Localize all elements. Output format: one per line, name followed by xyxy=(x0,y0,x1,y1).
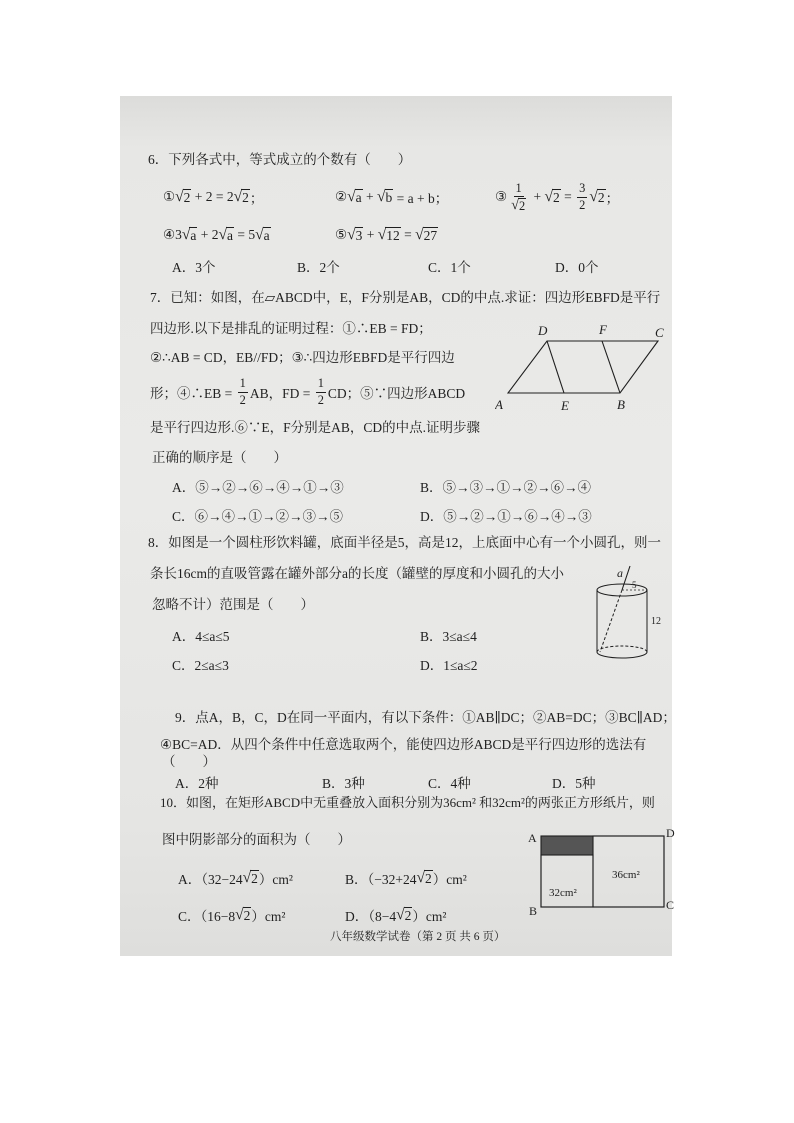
straw-label-a: a xyxy=(617,566,623,580)
radical xyxy=(175,189,191,205)
q7-choice-b: B．⑤→③→①→②→⑥→④ xyxy=(420,480,592,495)
radical-sign: √ xyxy=(218,226,228,244)
radical xyxy=(219,227,235,243)
q6-stem: 6．下列各式中，等式成立的个数有（ ） xyxy=(148,152,412,167)
q7-parallelogram-figure xyxy=(495,318,670,418)
q7-line-2: 四边形.以下是排乱的证明过程：①∴EB = FD； xyxy=(150,321,432,336)
math-term: ③ xyxy=(495,189,508,204)
radicand: a xyxy=(190,228,197,244)
math-term: + xyxy=(362,189,377,204)
radicand: 2 xyxy=(553,190,560,206)
radical-sign: √ xyxy=(347,188,356,206)
q8-line-1: 8．如图是一个圆柱形饮料罐，底面半径是5，高是12，上底面中心有一个小圆孔，则一 xyxy=(148,535,661,550)
fraction-numerator: 1 xyxy=(238,377,248,392)
math-term: ④3 xyxy=(163,227,182,242)
radical-sign: √ xyxy=(377,226,387,244)
radical-sign: √ xyxy=(589,188,598,206)
math-term: ① xyxy=(163,189,176,204)
fraction-denominator: 2 xyxy=(239,392,246,407)
straw-outside xyxy=(622,566,630,590)
q10-choice-a xyxy=(178,866,293,890)
math-term: 形；④∴EB = xyxy=(150,386,236,401)
radicand: 3 xyxy=(355,228,363,244)
q9-line-1: 9．点A，B，C，D在同一平面内，有以下条件：①AB∥DC；②AB=DC；③BC∥AD； xyxy=(175,710,676,725)
q6-choice-c: C．1个 xyxy=(428,260,471,275)
radicand: a xyxy=(263,228,270,244)
math-term: CD；⑤∵四边形ABCD xyxy=(327,386,466,401)
radical-sign: √ xyxy=(416,869,425,887)
vertex-label-e: E xyxy=(561,398,569,413)
radicand: a xyxy=(355,190,362,206)
radical xyxy=(415,227,438,243)
radicand: 2 xyxy=(183,190,191,206)
math-term: AB，FD = xyxy=(249,386,314,401)
radical xyxy=(377,189,393,205)
q6-expression-4 xyxy=(163,223,271,247)
math-term: ⑤ xyxy=(335,227,348,242)
math-term: ； xyxy=(249,191,264,206)
radical-sign: √ xyxy=(175,188,184,206)
fraction xyxy=(577,182,587,211)
q7-line-1: 7．已知：如图，在▱ABCD中，E，F分别是AB，CD的中点.求证：四边形EBFD是平行 xyxy=(150,290,661,305)
corner-label-c: C xyxy=(666,898,675,912)
radical xyxy=(243,870,259,886)
q8-choice-c: C．2≤a≤3 xyxy=(172,658,229,673)
q9-choice-a: A．2种 xyxy=(175,776,219,791)
q6-expression-1 xyxy=(163,185,263,209)
q10-choice-b xyxy=(345,866,467,890)
radical xyxy=(545,189,561,205)
radical-sign: √ xyxy=(242,869,252,887)
q10-choice-d xyxy=(345,903,446,927)
area-label-32: 32cm² xyxy=(549,887,577,899)
q8-choice-b: B．3≤a≤4 xyxy=(420,629,477,644)
math-term: = a + b； xyxy=(393,191,449,206)
fraction-numerator: 1 xyxy=(514,182,524,197)
cylinder-bottom-back xyxy=(597,646,647,652)
q6-expression-2 xyxy=(335,185,448,209)
radicand: b xyxy=(385,190,393,206)
math-term: A．（32−24 xyxy=(178,872,243,887)
fraction xyxy=(509,182,528,212)
math-term: ）cm² xyxy=(432,872,467,887)
math-term: B．（−32+24 xyxy=(345,872,417,887)
fraction-denominator xyxy=(509,197,528,212)
fraction xyxy=(316,377,326,406)
q9-choice-b: B．3种 xyxy=(322,776,365,791)
math-term: ； xyxy=(605,191,620,206)
radicand: 2 xyxy=(425,871,432,887)
radicand: 2 xyxy=(597,190,605,206)
q7-line-6: 正确的顺序是（ ） xyxy=(152,450,287,465)
cylinder-bottom-front xyxy=(597,652,647,658)
radicand: 2 xyxy=(518,198,526,213)
q8-cylinder-figure xyxy=(590,560,670,665)
q7-choice-a: A．⑤→②→⑥→④→①→③ xyxy=(172,480,344,495)
math-term: ）cm² xyxy=(412,909,447,924)
radical-sign: √ xyxy=(347,226,356,244)
radical xyxy=(182,227,198,243)
q6-choice-d: D．0个 xyxy=(555,260,599,275)
radical-sign: √ xyxy=(181,226,191,244)
radical-sign: √ xyxy=(377,188,386,206)
radicand: 27 xyxy=(423,228,438,244)
math-term: + 2 xyxy=(197,227,219,242)
corner-label-b: B xyxy=(529,904,538,918)
radical-sign: √ xyxy=(511,196,519,213)
vertex-label-d: D xyxy=(538,323,548,338)
area-label-36: 36cm² xyxy=(612,869,640,881)
q8-line-2: 条长16cm的直吸管露在罐外部分a的长度（罐壁的厚度和小圆孔的大小 xyxy=(150,566,564,581)
radicand: 2 xyxy=(243,908,251,924)
fraction-denominator: 2 xyxy=(317,392,324,407)
q6-choice-a: A．3个 xyxy=(172,260,216,275)
radicand: 2 xyxy=(404,908,412,924)
q7-line-5: 是平行四边形.⑥∵E，F分别是AB，CD的中点.证明步骤 xyxy=(150,420,481,435)
math-term: = 5 xyxy=(234,227,256,242)
radical xyxy=(235,907,251,923)
q7-choice-c: C．⑥→④→①→②→③→⑤ xyxy=(172,509,344,524)
fraction xyxy=(238,377,248,406)
math-term: ）cm² xyxy=(258,872,293,887)
math-term: = xyxy=(400,227,416,242)
radical xyxy=(511,198,526,212)
radicand: 2 xyxy=(251,871,258,887)
straw-inside xyxy=(600,590,622,652)
fraction-numerator: 3 xyxy=(577,182,587,197)
q7-line-3: ②∴AB = CD，EB//FD；③∴四边形EBFD是平行四边 xyxy=(150,350,455,365)
segment-fb xyxy=(602,341,620,393)
radical-sign: √ xyxy=(235,906,244,924)
q7-choice-d: D．⑤→②→①→⑥→④→③ xyxy=(420,509,592,524)
math-term: C．（16−8 xyxy=(178,909,236,924)
radical-sign: √ xyxy=(544,188,554,206)
parallelogram-abcd xyxy=(508,341,658,393)
radical xyxy=(589,189,605,205)
radical-sign: √ xyxy=(255,226,264,244)
math-term: ② xyxy=(335,189,348,204)
fraction-denominator: 2 xyxy=(579,197,586,212)
q9-choice-d: D．5种 xyxy=(552,776,596,791)
corner-label-a: A xyxy=(528,831,537,845)
q10-choice-c xyxy=(178,903,285,927)
square-32 xyxy=(541,855,593,907)
corner-label-d: D xyxy=(666,826,675,840)
q6-expression-3 xyxy=(495,180,619,214)
math-term: + xyxy=(530,189,545,204)
fraction-numerator: 1 xyxy=(316,377,326,392)
q8-choice-d: D．1≤a≤2 xyxy=(420,658,478,673)
vertex-label-f: F xyxy=(599,322,607,337)
q6-expression-5 xyxy=(335,223,438,247)
math-term: ）cm² xyxy=(251,909,286,924)
radical xyxy=(234,189,250,205)
radical-sign: √ xyxy=(396,906,405,924)
radical xyxy=(378,227,401,243)
math-term: + 2 = 2 xyxy=(191,189,234,204)
q8-choice-a: A．4≤a≤5 xyxy=(172,629,230,644)
vertex-label-b: B xyxy=(617,397,625,412)
radical xyxy=(416,870,432,886)
shaded-region xyxy=(541,836,593,855)
radicand: a xyxy=(227,228,234,244)
radical xyxy=(396,907,412,923)
q8-line-3: 忽略不计）范围是（ ） xyxy=(152,597,314,612)
page-footer: 八年级数学试卷（第 2 页 共 6 页） xyxy=(330,931,506,943)
q10-rectangle-figure xyxy=(525,826,675,918)
math-term: = xyxy=(560,189,576,204)
radical-sign: √ xyxy=(233,188,243,206)
math-term: + xyxy=(363,227,378,242)
q10-line-2: 图中阴影部分的面积为（ ） xyxy=(162,832,351,847)
vertex-label-c: C xyxy=(655,325,664,340)
q7-line-4 xyxy=(150,375,465,409)
radicand: 12 xyxy=(386,228,400,244)
q9-line-3: （ ） xyxy=(162,754,216,769)
radical xyxy=(347,189,363,205)
radical xyxy=(347,227,363,243)
radicand: 2 xyxy=(242,190,249,206)
q9-choice-c: C．4种 xyxy=(428,776,471,791)
math-term: D．（8−4 xyxy=(345,909,397,924)
q10-line-1: 10．如图，在矩形ABCD中无重叠放入面积分别为36cm² 和32cm²的两张正方形纸片，则 xyxy=(160,795,655,810)
radical xyxy=(255,227,271,243)
segment-de xyxy=(547,341,564,393)
height-label: 12 xyxy=(651,616,661,627)
radius-label: 5 xyxy=(632,580,637,590)
vertex-label-a: A xyxy=(495,397,503,412)
q9-line-2: ④BC=AD．从四个条件中任意选取两个，能使四边形ABCD是平行四边形的选法有 xyxy=(160,737,647,752)
radical-sign: √ xyxy=(415,226,424,244)
q6-choice-b: B．2个 xyxy=(297,260,340,275)
